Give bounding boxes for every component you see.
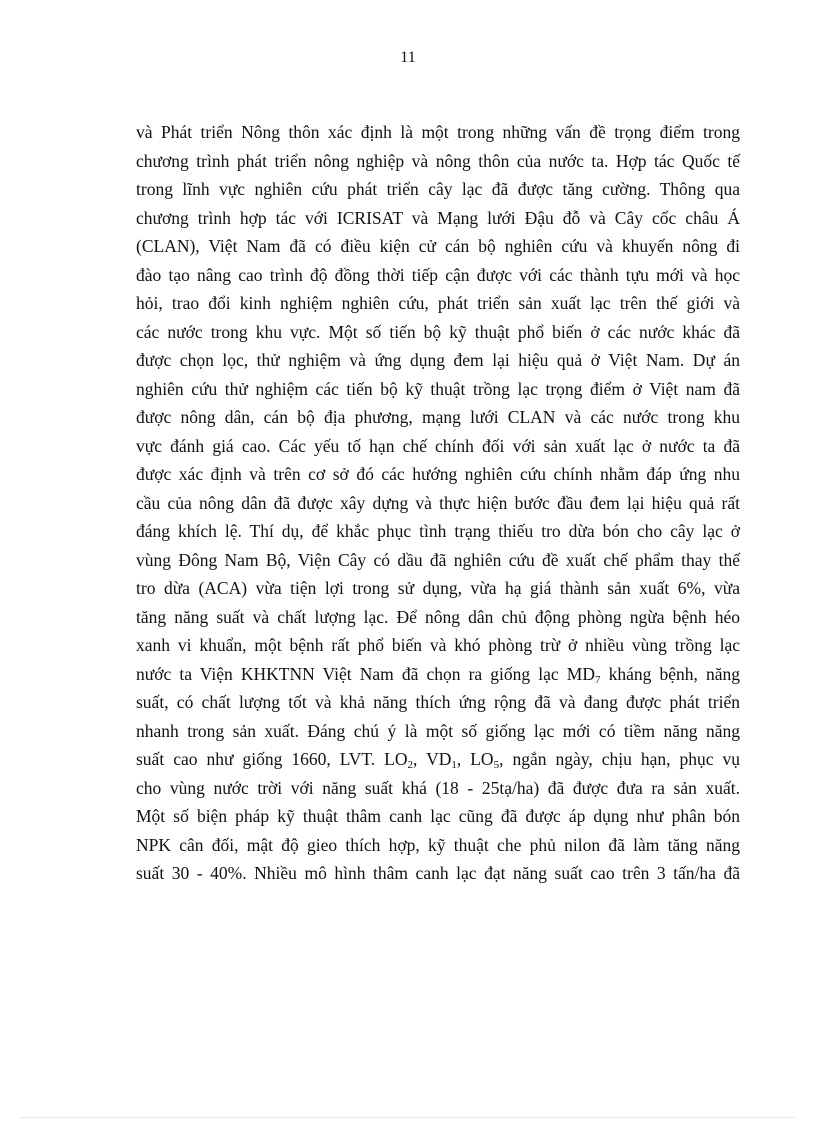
text-line — [136, 717, 740, 746]
text-line — [136, 859, 740, 888]
text-segment: suất, có chất lượng tốt và khả năng thích ứng rộng đã và đang được phát triển — [136, 692, 740, 712]
text-line — [136, 688, 740, 717]
text-line — [136, 631, 740, 660]
text-line — [136, 745, 740, 774]
text-segment: Một số biện pháp kỹ thuật thâm canh lạc cũng đã được áp dụng như phân bón — [136, 806, 740, 826]
text-segment: được nông dân, cán bộ địa phương, mạng lưới CLAN và các nước trong khu — [136, 407, 740, 427]
text-line — [136, 489, 740, 518]
subscript: 7 — [594, 673, 601, 686]
text-segment: đào tạo nâng cao trình độ đồng thời tiếp cận được với các thành tựu mới và học — [136, 264, 740, 285]
text-segment: hỏi, trao đổi kinh nghiệm nghiên cứu, phát triển sản xuất lạc trên thế giới và — [136, 293, 740, 313]
text-line — [136, 546, 740, 575]
text-segment: được xác định và trên cơ sở đó các hướng nghiên cứu chính nhằm đáp ứng nhu — [136, 464, 740, 484]
text-segment: vực đánh giá cao. Các yếu tố hạn chế chính đối với sản xuất lạc ở nước ta đã — [136, 435, 740, 456]
text-segment: các nước trong khu vực. Một số tiến bộ kỹ thuật phổ biến ở các nước khác đã — [136, 321, 740, 342]
text-segment: tăng năng suất và chất lượng lạc. Để nông dân chủ động phòng ngừa bệnh héo — [136, 606, 740, 627]
text-line — [136, 232, 740, 261]
text-line — [136, 603, 740, 632]
text-segment: được chọn lọc, thử nghiệm và ứng dụng đem lại hiệu quả ở Việt Nam. Dự án — [136, 350, 740, 370]
page-number: 11 — [400, 49, 416, 66]
text-segment: , VD — [413, 749, 452, 769]
text-segment: , ngắn ngày, chịu hạn, phục vụ — [499, 749, 740, 769]
text-segment: trong lĩnh vực nghiên cứu phát triển cây lạc đã được tăng cường. Thông qua — [136, 179, 740, 199]
body-paragraph — [136, 118, 740, 888]
text-segment: nhanh trong sản xuất. Đáng chú ý là một số giống lạc mới có tiềm năng năng — [136, 720, 740, 741]
text-segment: suất cao như giống 1660, LVT. LO — [136, 749, 408, 769]
text-segment: vùng Đông Nam Bộ, Viện Cây có dầu đã nghiên cứu đề xuất chế phẩm thay thế — [136, 549, 740, 570]
text-segment: và Phát triển Nông thôn xác định là một trong những vấn đề trọng điểm trong — [136, 122, 740, 142]
subscript: 1 — [451, 759, 457, 771]
text-line — [136, 261, 740, 290]
text-segment: NPK cân đối, mật độ gieo thích hợp, kỹ thuật che phủ nilon đã làm tăng năng — [136, 834, 740, 855]
text-line — [136, 517, 740, 546]
text-segment: chương trình hợp tác với ICRISAT và Mạng lưới Đậu đỗ và Cây cốc châu Á — [136, 207, 740, 228]
text-segment: kháng bệnh, năng — [600, 663, 740, 684]
text-line — [136, 118, 740, 147]
text-segment: nước ta Viện KHKTNN Việt Nam đã chọn ra giống lạc MD — [136, 663, 595, 684]
text-line — [136, 774, 740, 803]
text-line — [136, 660, 740, 689]
text-line — [136, 318, 740, 347]
subscript: 2 — [407, 759, 414, 771]
text-line — [136, 403, 740, 432]
text-line — [136, 375, 740, 404]
text-line — [136, 147, 740, 176]
text-segment: tro dừa (ACA) vừa tiện lợi trong sử dụng, vừa hạ giá thành sản xuất 6%, vừa — [136, 578, 740, 598]
text-segment: chương trình phát triển nông nghiệp và nông thôn của nước ta. Hợp tác Quốc tế — [136, 150, 740, 171]
text-line — [136, 175, 740, 204]
text-line — [136, 346, 740, 375]
text-segment: đáng khích lệ. Thí dụ, để khắc phục tình trạng thiếu tro dừa bón cho cây lạc ở — [136, 521, 740, 541]
text-segment: (CLAN), Việt Nam đã có điều kiện cử cán bộ nghiên cứu và khuyến nông đi — [136, 236, 740, 256]
text-line — [136, 432, 740, 461]
text-line — [136, 204, 740, 233]
text-segment: nghiên cứu thử nghiệm các tiến bộ kỹ thuật trồng lạc trọng điểm ở Việt nam đã — [136, 378, 740, 399]
text-line — [136, 574, 740, 603]
text-line — [136, 831, 740, 860]
subscript: 5 — [493, 759, 500, 771]
text-segment: , LO — [456, 749, 494, 769]
text-segment: xanh vi khuẩn, một bệnh rất phổ biến và khó phòng trừ ở nhiều vùng trồng lạc — [136, 635, 740, 655]
text-segment: cầu của nông dân đã được xây dựng và thực hiện bước đầu đem lại hiệu quả rất — [136, 492, 740, 513]
text-line — [136, 802, 740, 831]
text-line — [136, 460, 740, 489]
page-bottom-divider — [20, 1117, 796, 1118]
text-segment: suất 30 - 40%. Nhiều mô hình thâm canh lạc đạt năng suất cao trên 3 tấn/ha đã — [136, 863, 740, 883]
text-segment: cho vùng nước trời với năng suất khá (18 - 25tạ/ha) đã được đưa ra sản xuất. — [136, 777, 740, 798]
text-line — [136, 289, 740, 318]
